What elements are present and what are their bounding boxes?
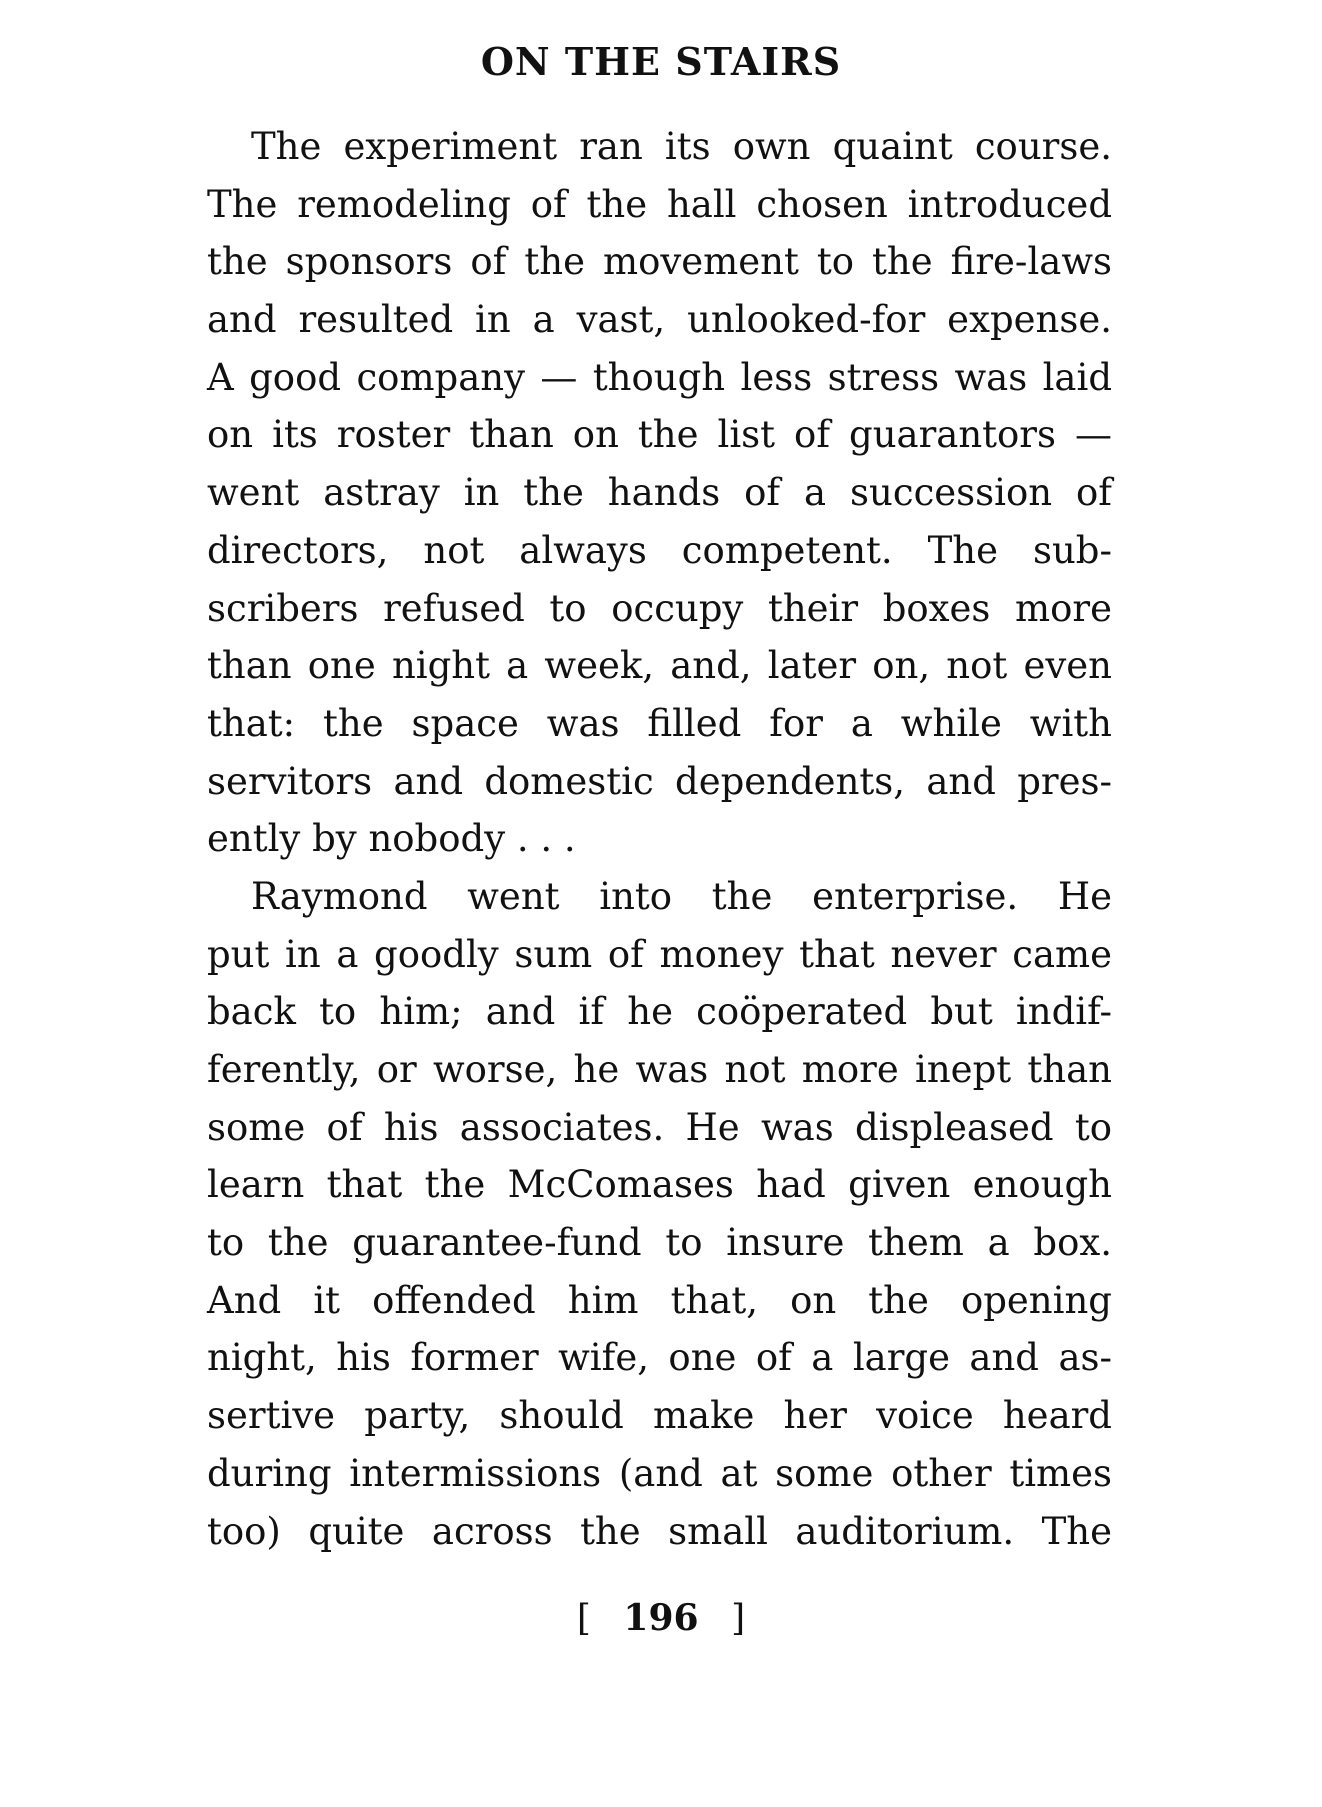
text-line: that: the space was filled for a while with bbox=[207, 701, 1112, 745]
text-line: ferently, or worse, he was not more inept than bbox=[207, 1048, 1112, 1091]
text-line: And it offended him that, on the opening bbox=[207, 1278, 1112, 1322]
text-line: scribers refused to occupy their boxes more bbox=[207, 586, 1112, 630]
text-line: too) quite across the small auditorium. The bbox=[207, 1509, 1112, 1553]
folio-open-bracket: [ bbox=[576, 1598, 591, 1639]
text-line: during intermissions (and at some other times bbox=[207, 1451, 1112, 1495]
text-line: The experiment ran its own quaint course. bbox=[251, 125, 1112, 168]
folio-number: 196 bbox=[623, 1597, 699, 1639]
text-line: A good company — though less stress was laid bbox=[207, 355, 1112, 399]
text-line: Raymond went into the enterprise. He bbox=[251, 874, 1112, 918]
running-head: ON THE STAIRS bbox=[480, 39, 842, 84]
text-line: sertive party, should make her voice heard bbox=[207, 1394, 1112, 1438]
text-line: put in a goodly sum of money that never came bbox=[207, 932, 1112, 976]
text-line: ently by nobody . . . bbox=[207, 817, 576, 861]
text-line: directors, not always competent. The sub- bbox=[207, 528, 1112, 572]
text-line: went astray in the hands of a succession of bbox=[207, 471, 1112, 515]
text-line: servitors and domestic dependents, and pres- bbox=[207, 759, 1112, 803]
text-line: The remodeling of the hall chosen introduced bbox=[207, 182, 1112, 226]
text-line: learn that the McComases had given enough bbox=[207, 1163, 1112, 1207]
text-line: the sponsors of the movement to the fire-laws bbox=[207, 240, 1112, 284]
text-line: back to him; and if he coöperated but indif- bbox=[207, 990, 1112, 1034]
text-line: some of his associates. He was displeased to bbox=[207, 1105, 1112, 1149]
text-line: and resulted in a vast, unlooked-for expense. bbox=[207, 298, 1112, 342]
body-text bbox=[207, 118, 1112, 1560]
text-line: to the guarantee-fund to insure them a box. bbox=[207, 1221, 1112, 1265]
folio-close-bracket: ] bbox=[731, 1598, 746, 1639]
page-number bbox=[0, 1590, 1322, 1647]
text-line: than one night a week, and, later on, not even bbox=[207, 644, 1112, 688]
text-line: night, his former wife, one of a large and as- bbox=[207, 1336, 1112, 1380]
text-line: on its roster than on the list of guarantors — bbox=[207, 413, 1112, 457]
